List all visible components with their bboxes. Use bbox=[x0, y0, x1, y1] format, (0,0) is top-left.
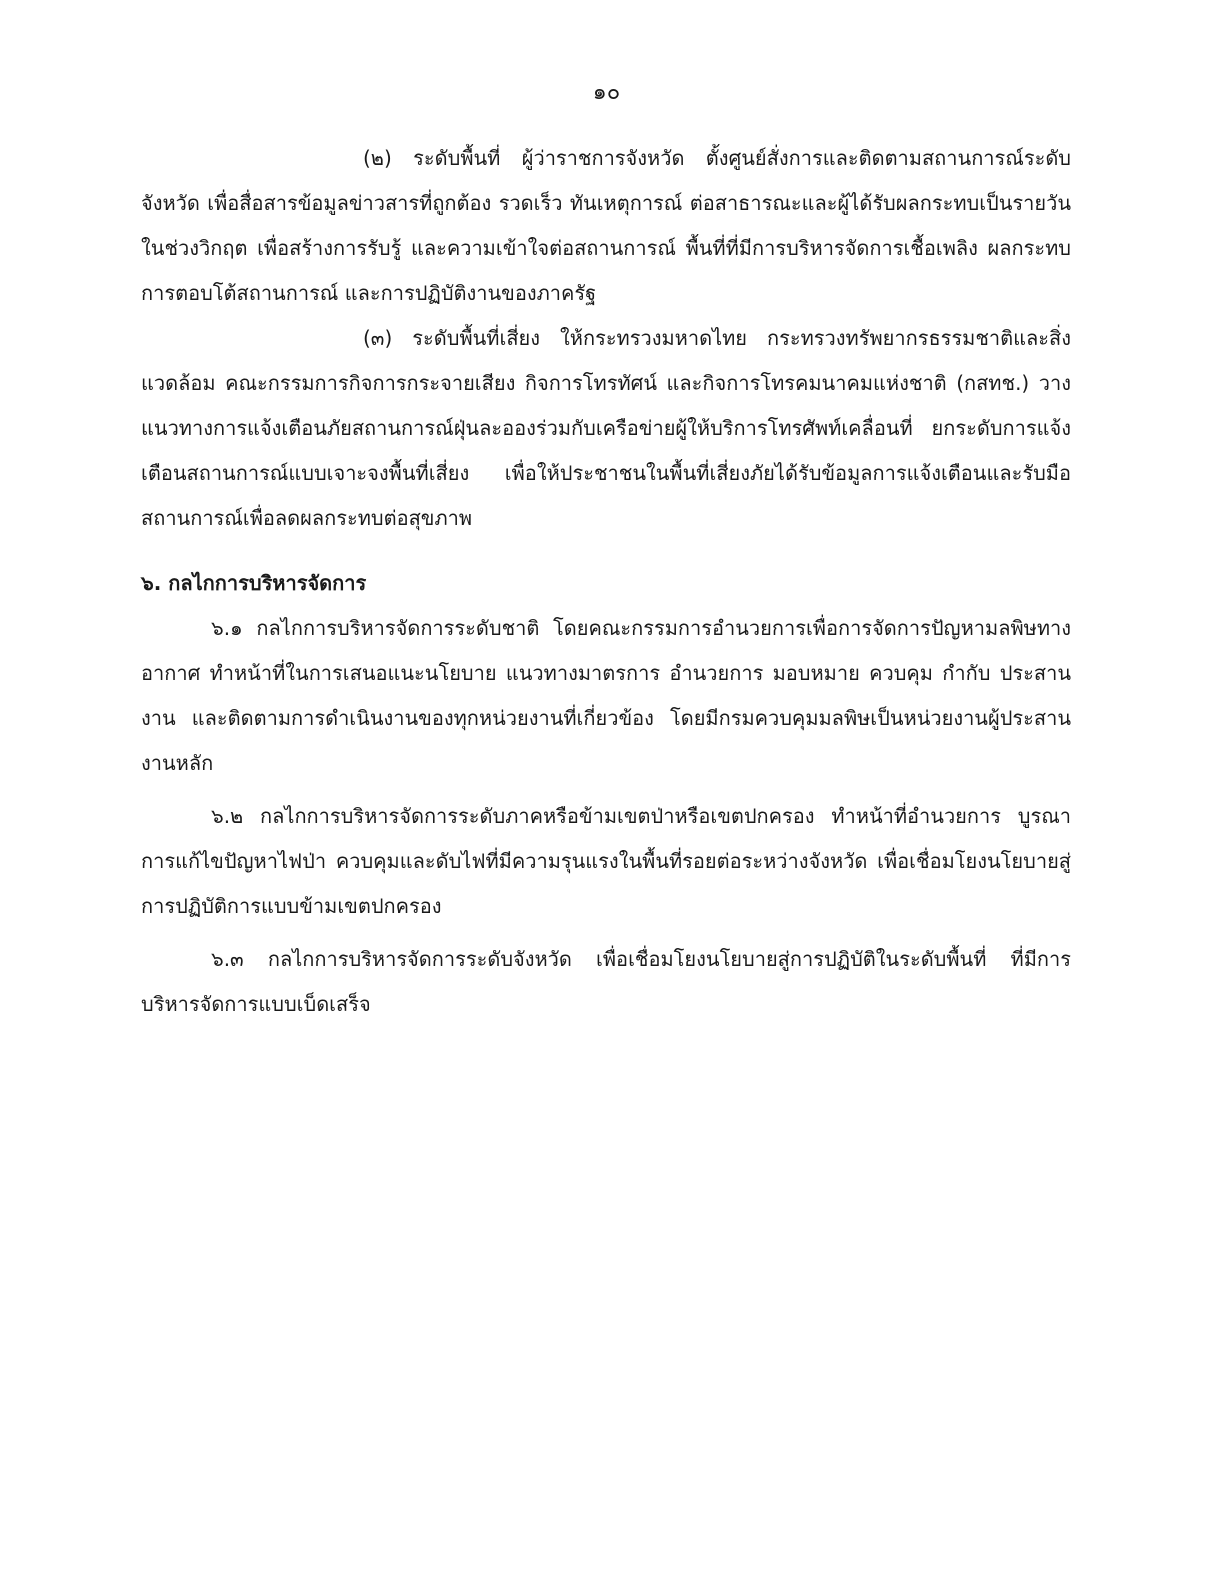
paragraph-6-2: ๖.๒ กลไกการบริหารจัดการระดับภาคหรือข้ามเขตป่าหรือเขตปกครอง ทำหน้าที่อำนวยการ บูรณาการแก้ไขปัญหาไฟป่า ควบคุมและดับไฟที่มีความรุนแรงในพื้นที่รอยต่อระหว่างจังหวัด เพื่อเชื่อมโยงนโยบายสู่การปฏิบัติการแบบข้ามเขตปกครอง bbox=[141, 804, 1071, 918]
document-body bbox=[141, 136, 1071, 1027]
paragraph-risk-area-level: (๓) ระดับพื้นที่เสี่ยง ให้กระทรวงมหาดไทย กระทรวงทรัพยากรธรรมชาติและสิ่งแวดล้อม คณะกรรมการกิจการกระจายเสียง กิจการโทรทัศน์ และกิจการโทรคมนาคมแห่งชาติ (กสทช.) วางแนวทางการแจ้งเตือนภัยสถานการณ์ฝุ่นละอองร่วมกับเครือข่ายผู้ให้บริการโทรศัพท์เคลื่อนที่ ยกระดับการแจ้งเตือนสถานการณ์แบบเจาะจงพื้นที่เสี่ยง เพื่อให้ประชาชนในพื้นที่เสี่ยงภัยได้รับข้อมูลการแจ้งเตือนและรับมือสถานการณ์เพื่อลดผลกระทบต่อสุขภาพ bbox=[141, 326, 1071, 530]
paragraph-area-level: (๒) ระดับพื้นที่ ผู้ว่าราชการจังหวัด ตั้งศูนย์สั่งการและติดตามสถานการณ์ระดับจังหวัด เพื่อสื่อสารข้อมูลข่าวสารที่ถูกต้อง รวดเร็ว ทันเหตุการณ์ ต่อสาธารณะและผู้ได้รับผลกระทบเป็นรายวันในช่วงวิกฤต เพื่อสร้างการรับรู้ และความเข้าใจต่อสถานการณ์ พื้นที่ที่มีการบริหารจัดการเชื้อเพลิง ผลกระทบ การตอบโต้สถานการณ์ และการปฏิบัติงานของภาครัฐ bbox=[141, 146, 1071, 305]
section-6-heading: ๖. กลไกการบริหารจัดการ bbox=[141, 571, 367, 595]
page-number: ๑๐ bbox=[592, 80, 621, 105]
paragraph-6-3: ๖.๓ กลไกการบริหารจัดการระดับจังหวัด เพื่อเชื่อมโยงนโยบายสู่การปฏิบัติในระดับพื้นที่ ที่มีการบริหารจัดการแบบเบ็ดเสร็จ bbox=[141, 947, 1071, 1016]
paragraph-6-1: ๖.๑ กลไกการบริหารจัดการระดับชาติ โดยคณะกรรมการอำนวยการเพื่อการจัดการปัญหามลพิษทางอากาศ ทำหน้าที่ในการเสนอแนะนโยบาย แนวทางมาตรการ อำนวยการ มอบหมาย ควบคุม กำกับ ประสานงาน และติดตามการดำเนินงานของทุกหน่วยงานที่เกี่ยวข้อง โดยมีกรมควบคุมมลพิษเป็นหน่วยงานผู้ประสานงานหลัก bbox=[141, 616, 1071, 775]
